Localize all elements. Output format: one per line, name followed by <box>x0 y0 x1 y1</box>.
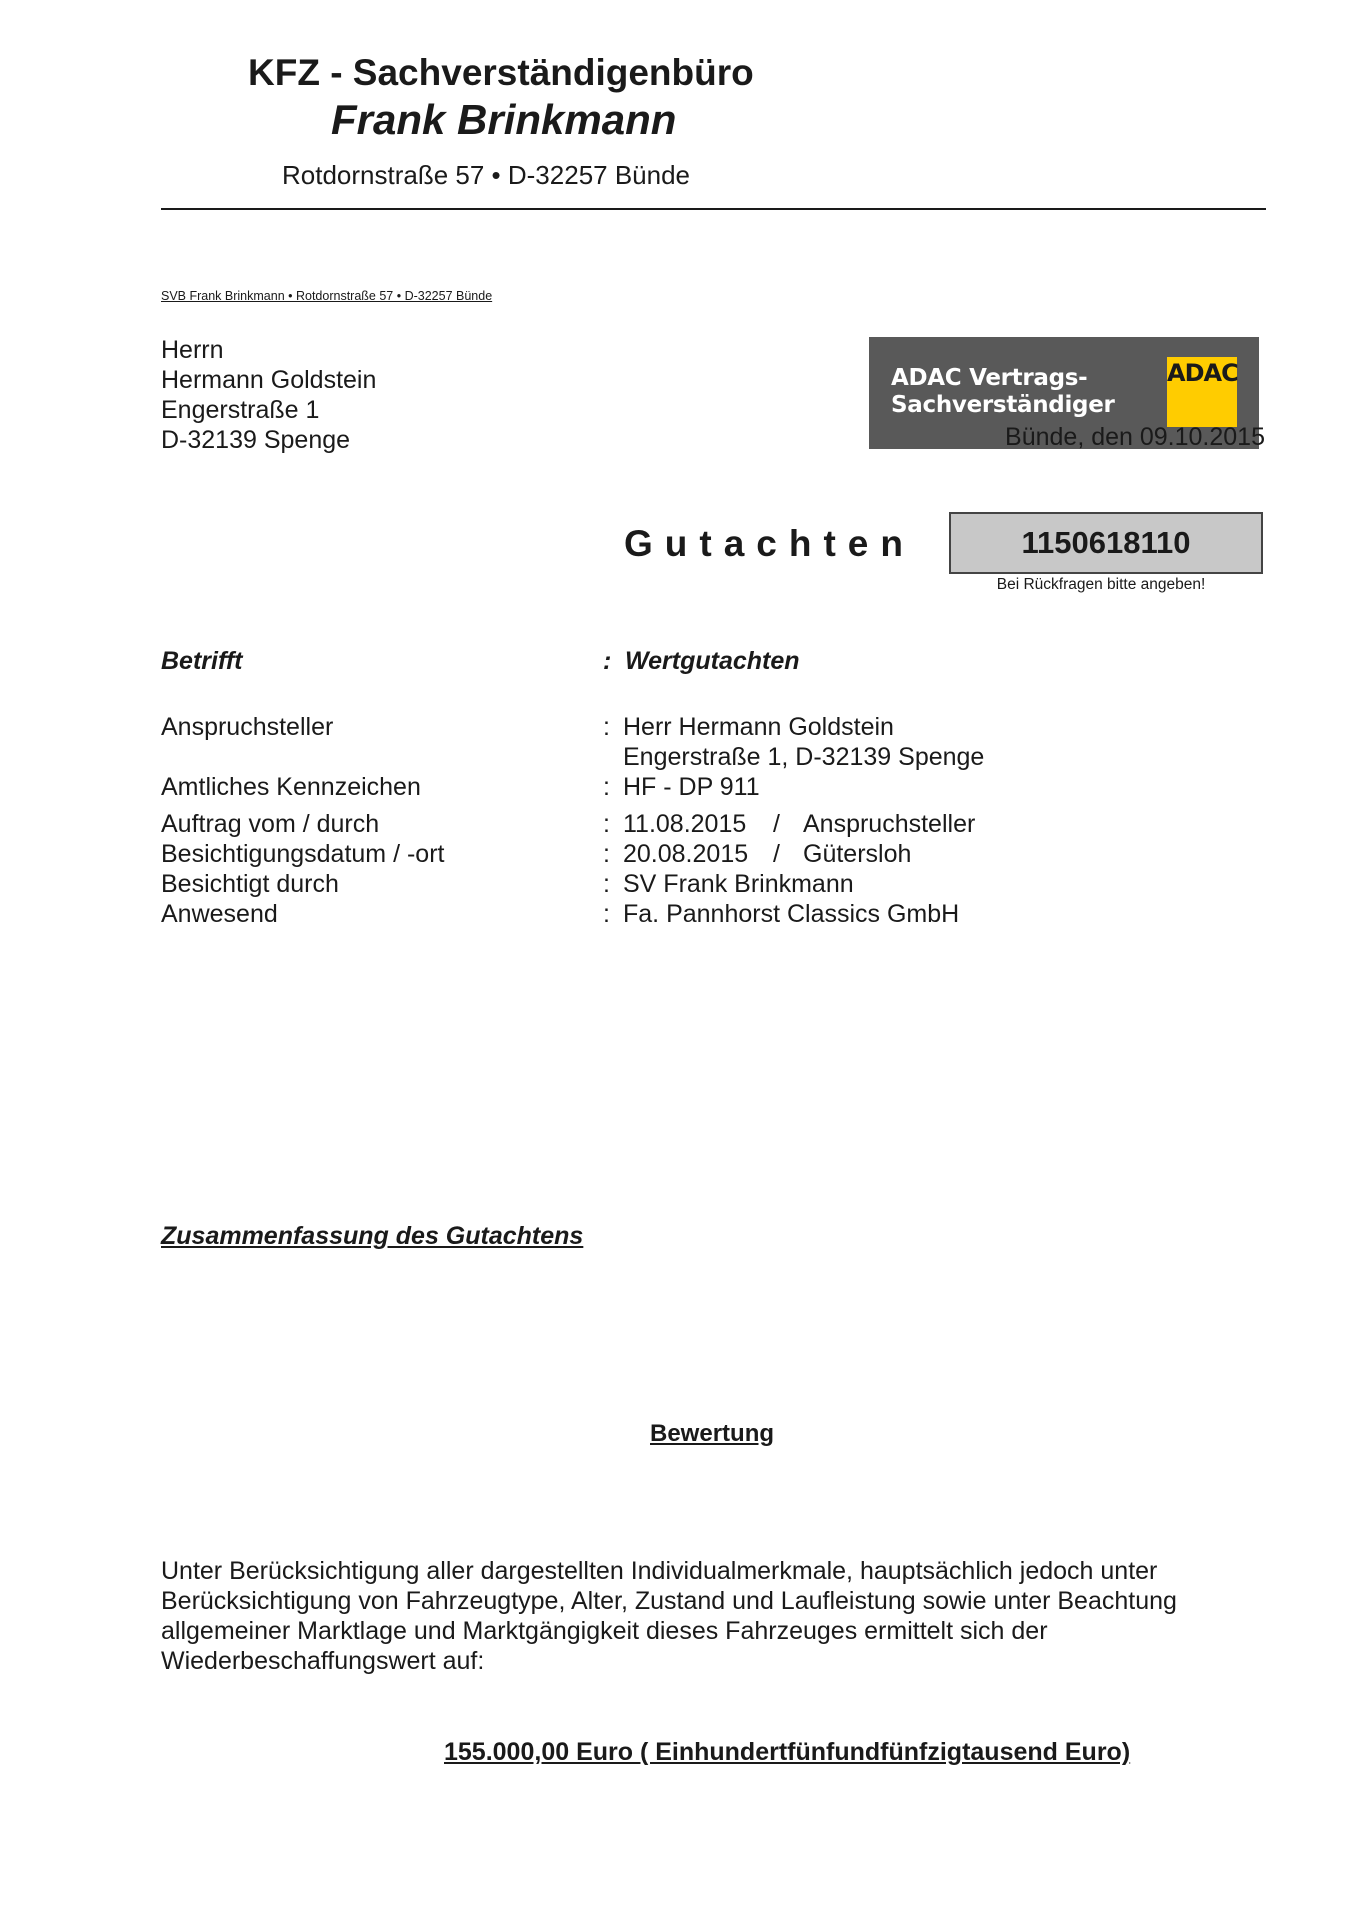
field-separator: : <box>603 870 610 898</box>
summary-heading: Zusammenfassung des Gutachtens <box>161 1222 584 1250</box>
besichtigung-label: Besichtigungsdatum / -ort <box>161 840 445 868</box>
reference-note: Bei Rückfragen bitte angeben! <box>996 576 1206 593</box>
anwesend-label: Anwesend <box>161 900 278 928</box>
adac-badge-text <box>891 365 1115 419</box>
anwesend-value: Fa. Pannhorst Classics GmbH <box>623 900 960 928</box>
document-title: Gutachten <box>624 523 915 564</box>
field-slash: / <box>773 840 780 868</box>
besichtigung-date: 20.08.2015 <box>623 840 749 868</box>
besichtigt-value: SV Frank Brinkmann <box>623 870 854 898</box>
expert-name: Frank Brinkmann <box>331 96 677 143</box>
letter-date: Bünde, den 09.10.2015 <box>1005 423 1265 451</box>
office-title: KFZ - Sachverständigenbüro <box>248 52 754 93</box>
reference-number-box <box>949 512 1263 574</box>
field-separator: : <box>603 900 610 928</box>
paragraph-line: Berücksichtigung von Fahrzeugtype, Alter, Zustand und Laufleistung sowie unter Beachtung <box>161 1587 1177 1615</box>
kennzeichen-value: HF - DP 911 <box>623 773 760 801</box>
field-separator: : <box>603 647 612 675</box>
anspruchsteller-value: Herr Hermann Goldstein <box>623 713 894 741</box>
betrifft-value: Wertgutachten <box>625 647 800 675</box>
adac-logo-text: ADAC <box>1167 359 1238 387</box>
adac-logo <box>1167 357 1237 427</box>
besichtigung-place: Gütersloh <box>803 840 912 868</box>
sender-line: SVB Frank Brinkmann • Rotdornstraße 57 • D-32257 Bünde <box>161 289 493 303</box>
field-separator: : <box>603 773 610 801</box>
paragraph-line: Unter Berücksichtigung aller dargestellten Individualmerkmale, hauptsächlich jedoch unter <box>161 1557 1158 1585</box>
besichtigt-label: Besichtigt durch <box>161 870 339 898</box>
recipient-address <box>161 335 376 455</box>
paragraph-line: Wiederbeschaffungswert auf: <box>161 1647 485 1675</box>
field-slash: / <box>773 810 780 838</box>
field-separator: : <box>603 840 610 868</box>
recipient-line: Engerstraße 1 <box>161 396 320 424</box>
office-address: Rotdornstraße 57 • D-32257 Bünde <box>282 160 691 190</box>
anspruchsteller-address: Engerstraße 1, D-32139 Spenge <box>623 743 985 771</box>
bewertung-heading: Bewertung <box>650 1420 775 1447</box>
recipient-line: D-32139 Spenge <box>161 426 351 454</box>
auftrag-label: Auftrag vom / durch <box>161 810 380 838</box>
valuation-paragraph <box>161 1556 1261 1676</box>
paragraph-line: allgemeiner Marktlage und Marktgängigkeit dieses Fahrzeuges ermittelt sich der <box>161 1617 1048 1645</box>
anspruchsteller-label: Anspruchsteller <box>161 713 334 741</box>
adac-badge-line: Sachverständiger <box>891 392 1115 418</box>
field-separator: : <box>603 713 610 741</box>
recipient-line: Hermann Goldstein <box>161 366 377 394</box>
reference-number: 1150618110 <box>1021 525 1191 560</box>
auftrag-by: Anspruchsteller <box>803 810 976 838</box>
adac-badge-line: ADAC Vertrags- <box>891 365 1088 391</box>
betrifft-label: Betrifft <box>161 647 243 675</box>
header-divider <box>161 208 1266 210</box>
valuation-amount: 155.000,00 Euro ( Einhundertfünfundfünfzigtausend Euro) <box>444 1738 1131 1766</box>
auftrag-date: 11.08.2015 <box>623 810 747 838</box>
recipient-line: Herrn <box>161 336 224 364</box>
kennzeichen-label: Amtliches Kennzeichen <box>161 773 421 801</box>
field-separator: : <box>603 810 610 838</box>
